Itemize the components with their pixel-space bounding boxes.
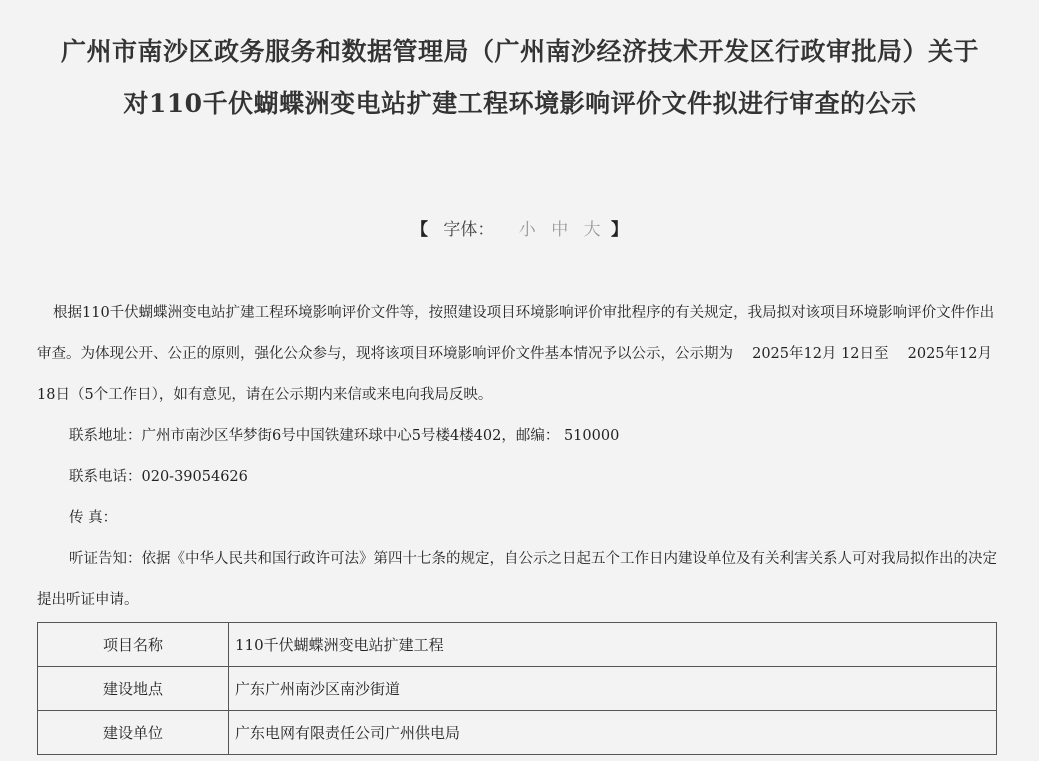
contact-phone: 联系电话：020-39054626 [69,469,248,485]
font-bar-label: 字体： [443,220,495,240]
font-size-bar [0,215,1039,240]
page-title: 广州市南沙区政务服务和数据管理局（广州南沙经济技术开发区行政审批局）关于对110千伏蝴蝶洲变电站扩建工程环境影响评价文件拟进行审查的公示 [60,37,979,118]
row-key-project-name: 项目名称 [38,623,229,667]
row-key-location: 建设地点 [38,667,229,711]
contact-fax: 传 真： [69,510,118,526]
table-row [38,711,997,755]
font-bar-close-bracket: 】 [611,220,629,240]
contact-address: 联系地址：广州市南沙区华梦街6号中国铁建环球中心5号楼4楼402，邮编： 510000 [69,428,620,444]
font-large-link[interactable]: 大 [583,220,601,240]
intro-paragraph: 根据110千伏蝴蝶洲变电站扩建工程环境影响评价文件等，按照建设项目环境影响评价审批程序的有关规定，我局拟对该项目环境影响评价文件作出审查。为体现公开、公正的原则，强化公众参与，现将该项目环境影响评价文件基本情况予以公示，公示期为 2025年12月 12日至 2025年12月18日（5个工作日），如有意见，请在公示期内来信或来电向我局反映。 [37,305,995,403]
hearing-notice: 听证告知：依据《中华人民共和国行政许可法》第四十七条的规定，自公示之日起五个工作日内建设单位及有关利害关系人可对我局拟作出的决定提出听证申请。 [37,551,997,608]
row-value-builder: 广东电网有限责任公司广州供电局 [229,711,997,755]
project-info-table [37,622,997,755]
project-info-table-wrap [37,622,997,755]
font-medium-link[interactable]: 中 [551,220,569,240]
font-small-link[interactable]: 小 [518,220,536,240]
table-row [38,667,997,711]
table-row [38,623,997,667]
row-value-location: 广东广州南沙区南沙街道 [229,667,997,711]
row-key-builder: 建设单位 [38,711,229,755]
font-bar-open-bracket: 【 [410,220,428,240]
notice-body [37,293,997,621]
row-value-project-name: 110千伏蝴蝶洲变电站扩建工程 [229,623,997,667]
